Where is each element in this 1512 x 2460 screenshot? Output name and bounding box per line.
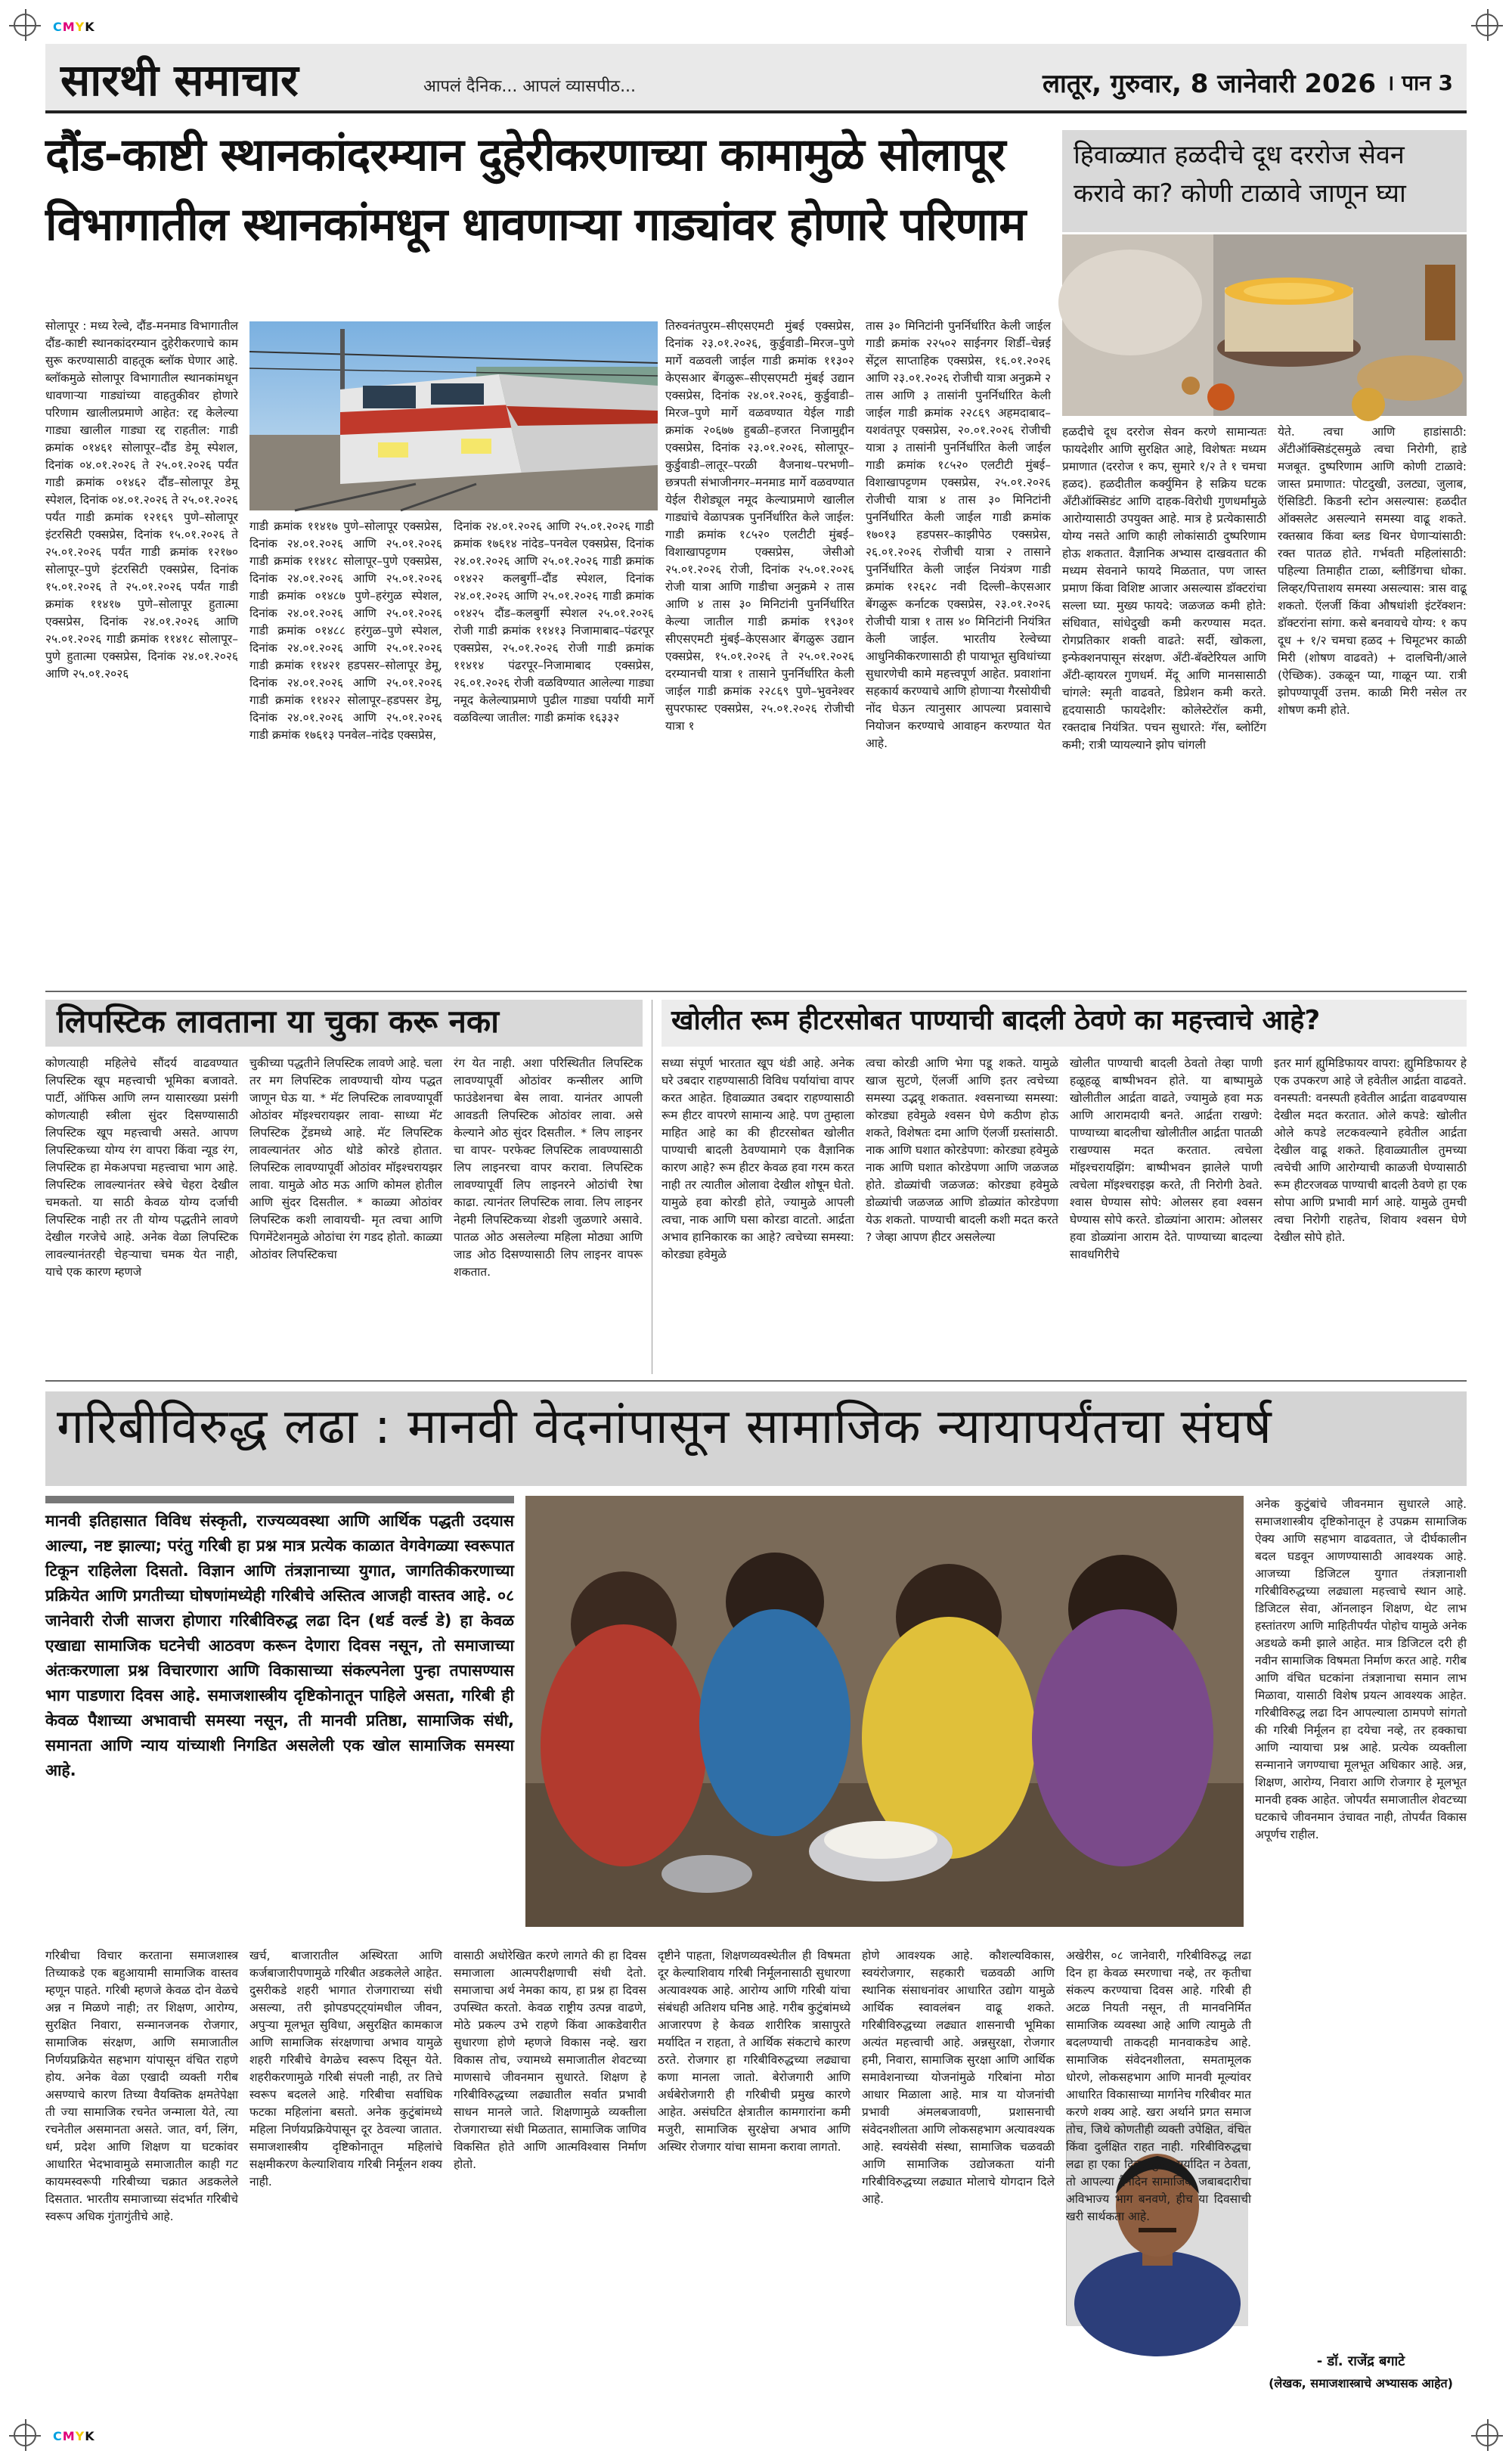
story5-side-column: अनेक कुटुंबांचे जीवनमान सुधारले आहे. समाजशास्त्रीय दृष्टिकोनातून हे उपक्रम सामाजिक ऐक्य आणि सहभाग वाढवतात, जे दीर्घकालीन बदल घडवून आणण्यासाठी आवश्यक आहे. आजच्या डिजिटल युगात तंत्रज्ञानाशी गरिबीविरुद्धच्या लढ्याला महत्त्वाचे स्थान आहे. डिजिटल सेवा, ऑनलाइन शिक्षण, थेट लाभ हस्तांतरण आणि माहितीपर्यंत पोहोच यामुळे अनेक अडथळे कमी झाले आहेत. मात्र डिजिटल दरी ही नवीन सामाजिक विषमता निर्माण करत आहे. गरीब आणि वंचित घटकांना तंत्रज्ञानाचा समान लाभ मिळावा, यासाठी विशेष प्रयत्न आवश्यक आहेत. गरिबीविरुद्ध लढा दिन आपल्याला ठामपणे सांगतो की गरिबी निर्मूलन हा दयेचा नव्हे, तर हक्काचा आणि न्यायाचा प्रश्न आहे. प्रत्येक व्यक्तीला सन्मानाने जगण्याचा मूलभूत अधिकार आहे. अन्न, शिक्षण, आरोग्य, निवारा आणि रोजगार हे मूलभूत मानवी हक्क आहेत. जोपर्यंत समाजातील शेवटच्या घटकाचे जीवनमान उंचावत नाही, तोपर्यंत विकास अपूर्णच राहील. <box>1255 1497 1467 1841</box>
story5-body-column-5: होणे आवश्यक आहे. कौशल्यविकास, स्वयंरोजगार, सहकारी चळवळी आणि स्थानिक संसाधनांवर आधारित उद्योग यामुळे आर्थिक स्वावलंबन वाढू शकते. गरिबीविरुद्धच्या लढ्यात शासनाची भूमिका अत्यंत महत्त्वाची आहे. अन्नसुरक्षा, रोजगार हमी, निवारा, सामाजिक सुरक्षा आणि आर्थिक समावेशनाच्या योजनांमुळे गरिबांना मोठा आधार मिळाला आहे. मात्र या योजनांची प्रभावी अंमलबजावणी, प्रशासनाची संवेदनशीलता आणि लोकसहभाग अत्यावश्यक आहे. स्वयंसेवी संस्था, सामाजिक चळवळी आणि सामाजिक उद्योजकता यांनी गरिबीविरुद्धच्या लढ्यात मोलाचे योगदान दिले आहे. <box>862 1949 1055 2206</box>
story4-headline: खोलीत रूम हीटरसोबत पाण्याची बादली ठेवणे का महत्त्वाचे आहे? <box>671 1005 1321 1036</box>
intro-accent-bar <box>45 1496 514 1503</box>
story4-column-4: इतर मार्ग ह्युमिडिफायर वापरा: ह्युमिडिफायर हे एक उपकरण आहे जे हवेतील आर्द्रता वाढवते. वनस्पती: वनस्पती हवेतील आर्द्रता वाढवण्यास देखील मदत करतात. ओले कपडे: खोलीत ओले कपडे लटकवल्याने हवेतील आर्द्रता देखील वाढू शकते. हिवाळ्यातील तुमच्या त्वचेची आणि आरोग्याची काळजी घेण्यासाठी रूम हीटरजवळ पाण्याची बादली ठेवणे हा एक सोपा आणि प्रभावी मार्ग आहे. यामुळे तुमची त्वचा निरोगी राहतेच, शिवाय श्वसन घेणे देखील सोपे होते. <box>1274 1056 1467 1244</box>
page-number: । पान 3 <box>1386 70 1453 95</box>
children-eating-photo <box>525 1496 1244 1927</box>
story2-column-1: हळदीचे दूध दररोज सेवन करणे सामान्यतः फायदेशीर आणि सुरक्षित आहे, विशेषतः मध्यम प्रमाणात (दररोज १ कप, सुमारे १/२ ते १ चमचा हळद). हळदीतील कर्क्युमिन हे सक्रिय घटक अँटीऑक्सिडंट आणि दाहक-विरोधी गुणधर्मांमुळे आरोग्यासाठी उपयुक्त आहे. मात्र हे प्रत्येकासाठी योग्य नसते आणि काही लोकांसाठी दुष्परिणाम होऊ शकतात. वैज्ञानिक अभ्यास दाखवतात की मध्यम सेवनाने फायदे मिळतात, पण जास्त प्रमाण किंवा विशिष्ट आजार असल्यास डॉक्टरांचा सल्ला घ्या. मुख्य फायदे: जळजळ कमी होते: संधिवात, सांधेदुखी कमी करण्यास मदत. रोगप्रतिकार शक्ती वाढते: सर्दी, खोकला, इन्फेक्शनपासून संरक्षण. अँटी-बॅक्टेरियल आणि अँटी-व्हायरल गुणधर्म. मेंदू आणि मानसासाठी चांगले: स्मृती वाढवते, डिप्रेशन कमी करते. हृदयासाठी फायदेशीर: कोलेस्टेरॉल कमी, रक्तदाब नियंत्रित. पचन सुधारते: गॅस, ब्लोटिंग कमी; रात्री प्यायल्याने झोप चांगली <box>1062 425 1266 752</box>
story3-column-1: कोणत्याही महिलेचे सौंदर्य वाढवण्यात लिपस्टिक खूप महत्त्वाची भूमिका बजावते. पार्टी, ऑफिस आणि लग्न यासारख्या प्रसंगी कोणत्याही स्त्रीला सुंदर दिसण्यासाठी लिपस्टिक खूप महत्त्वाची असते. आपण लिपस्टिकच्या योग्य रंग वापरा किंवा न्यूड रंग, लिपस्टिक हा मेकअपचा महत्त्वाचा भाग आहे. लिपस्टिक लावल्यानंतर स्त्रेचे चेहरा देखील चमकतो. या साठी केवळ योग्य दर्जाची लिपस्टिक नाही तर ती योग्य पद्धतीने लावणे देखील गरजेचे आहे. अनेक वेळा लिपस्टिक लावल्यानंतरही चेहऱ्याचा चमक येत नाही, याचे एक कारण म्हणजे <box>45 1056 238 1279</box>
story1-column-3: दिनांक २४.०१.२०२६ आणि २५.०१.२०२६ गाडी क्रमांक १७६१४ नांदेड–पनवेल एक्सप्रेस, दिनांक २४.०१.२०२६ आणि २५.०१.२०२६ गाडी क्रमांक ०१४२२ कलबुर्गी–दौंड स्पेशल, दिनांक २४.०१.२०२६ आणि २५.०१.२०२६ गाडी क्रमांक ०१४२५ दौंड–कलबुर्गी स्पेशल २५.०१.२०२६ रोजी गाडी क्रमांक ११४१३ निजामाबाद–पंढरपूर एक्सप्रेस, २५.०१.२०२६ रोजी गाडी क्रमांक ११४१४ पंढरपूर–निजामाबाद एक्सप्रेस, २६.०१.२०२६ रोजी वळविण्यात आलेल्या गाड्या नमूद केलेल्याप्रमाणे पुढील गाड्या पर्यायी मार्गे वळविल्या जातील: गाडी क्रमांक १६३३२ <box>454 520 654 724</box>
author-name: - डॉ. राजेंद्र बगाटे <box>1316 2353 1405 2369</box>
cmyk-mark: CMYK <box>53 20 95 34</box>
registration-mark <box>14 14 36 36</box>
section-divider <box>45 1380 1467 1382</box>
story5-intro: मानवी इतिहासात विविध संस्कृती, राज्यव्यवस्था आणि आर्थिक पद्धती उदयास आल्या, नष्ट झाल्या; परंतु गरिबी हा प्रश्न मात्र प्रत्येक काळात वेगवेगळ्या स्वरूपात टिकून राहिलेला दिसतो. विज्ञान आणि तंत्रज्ञानाच्या युगात, जागतिकीकरणाच्या प्रक्रियेत आणि प्रगतीच्या घोषणांमध्येही गरिबीचे अस्तित्व आजही वास्तव आहे. ०८ जानेवारी रोजी साजरा होणारा गरिबीविरुद्ध लढा दिन (थर्ड वर्ल्ड डे) हा केवळ एखाद्या सामाजिक घटनेची आठवण करून देणारा दिवस नसून, तो समाजाच्या अंतःकरणाला प्रश्न विचारणारा आणि विकासाच्या संकल्पनेला पुन्हा तपासण्यास भाग पाडणारा दिवस आहे. समाजशास्त्रीय दृष्टिकोनातून पाहिले असता, गरिबी ही केवळ पैशाच्या अभावाची समस्या नसून, ती मानवी प्रतिष्ठा, सामाजिक संधी, समानता आणि न्याय यांच्याशी निगडित असलेली एक खोल सामाजिक समस्या आहे. <box>45 1512 514 1779</box>
story1-column-4: तिरुवनंतपुरम–सीएसएमटी मुंबई एक्सप्रेस, दिनांक २३.०१.२०२६, कुर्डुवाडी–मिरज–पुणे मार्गे वळवली जाईल गाडी क्रमांक ११३०२ केएसआर बेंगळुरू–सीएसएमटी मुंबई उद्यान एक्सप्रेस, दिनांक २४.०१.२०२६, कुर्डुवाडी–मिरज–पुणे मार्गे वळवण्यात येईल गाडी क्रमांक २०६७७ हुबळी–हजरत निजामुद्दीन एक्सप्रेस, दिनांक २३.०१.२०२६, सोलापूर–कुर्डुवाडी–लातूर–परळी वैजनाथ–परभणी–छत्रपती संभाजीनगर–मनमाड मार्गे वळवण्यात येईल रीशेड्यूल नमूद केल्याप्रमाणे खालील गाड्यांचे वेळापत्रक पुनर्निर्धारित केले जाईल: गाडी क्रमांक १८५२० एलटीटी मुंबई–विशाखापट्टणम एक्सप्रेस, जेसीओ २५.०१.२०२६ रोजी, दिनांक २५.०१.२०२६ रोजी यात्रा आणि गाडीचा अनुक्रमे २ तास आणि ४ तास ३० मिनिटांनी पुनर्निर्धारित केल्या जातील गाडी क्रमांक १९३०१ सीएसएमटी मुंबई–केएसआर बेंगळुरू उद्यान एक्सप्रेस, १५.०१.२०२६ ते २५.०१.२०२६ दरम्यानची यात्रा १ तासाने पुनर्निर्धारित केली जाईल गाडी क्रमांक २२८६९ पुणे–भुवनेश्वर सुपरफास्ट एक्सप्रेस, २५.०१.२०२६ रोजीची यात्रा १ <box>665 319 854 733</box>
section-divider <box>45 991 1467 992</box>
story3-column-2: चुकीच्या पद्धतीने लिपस्टिक लावणे आहे. चला तर मग लिपस्टिक लावण्याची योग्य पद्धत जाणून घेऊ या. * मॅट लिपस्टिक लावण्यापूर्वी ओठांवर मॉइश्चरायझर लावा- साध्या मॅट लिपस्टिक ट्रेंडमध्ये आहे. मॅट लिपस्टिक लावल्यानंतर ओठ थोडे कोरडे होतात. लिपस्टिक लावण्यापूर्वी ओठांवर मॉइश्चरायझर लावा. यामुळे ओठ मऊ आणि कोमल होतील आणि सुंदर दिसतील. * काळ्या ओठांवर लिपस्टिक कशी लावायची- मृत त्वचा आणि पिगमेंटेशनमुळे ओठांचा रंग गडद होतो. काळ्या ओठांवर लिपस्टिकचा <box>249 1056 442 1261</box>
story3-headline: लिपस्टिक लावताना या चुका करू नका <box>57 1003 500 1040</box>
story4-column-3: खोलीत पाण्याची बादली ठेवतो तेव्हा पाणी हळूहळू बाष्पीभवन होते. या बाष्पामुळे खोलीतील आर्द्रता वाढते, ज्यामुळे हवा मऊ आणि आरामदायी बनते. आर्द्रता राखणे: पाण्याच्या बादलीचा खोलीतील आर्द्रता पातळी राखण्यास मदत करतात. त्वचेला मॉइश्चरायझिंग: बाष्पीभवन झालेले पाणी त्वचेला मॉइश्चराइझ करते, ती निरोगी ठेवते. श्वास घेण्यास सोपे: ओलसर हवा श्वसन घेण्यास सोपे करते. डोळ्यांना आराम: ओलसर हवा डोळ्यांना आराम देते. पाण्याच्या बादल्या सावधगिरीचे <box>1070 1056 1263 1261</box>
story5-headline: गरिबीविरुद्ध लढा : मानवी वेदनांपासून सामाजिक न्यायापर्यंतचा संघर्ष <box>57 1399 1272 1455</box>
story1-column-1: सोलापूर : मध्य रेल्वे, दौंड-मनमाड विभागातील दौंड-काष्टी स्थानकांदरम्यान दुहेरीकरणाचे काम सुरू करण्यासाठी वाहतूक ब्लॉक घेणार आहे. ब्लॉकमुळे सोलापूर विभागातील स्थानकांमधून धावणाऱ्या गाड्यांच्या वाहतुकीवर होणारे परिणाम खालीलप्रमाणे आहेत: रद्द केलेल्या गाड्या खालील गाड्या रद्द राहतील: गाडी क्रमांक ०१४६१ सोलापूर–दौंड डेमू स्पेशल, दिनांक ०४.०१.२०२६ ते २५.०१.२०२६ पर्यंत गाडी क्रमांक ०१४६२ दौंड–सोलापूर डेमू स्पेशल, दिनांक ०४.०१.२०२६ ते २५.०१.२०२६ पर्यंत गाडी क्रमांक १२१६९ पुणे–सोलापूर इंटरसिटी एक्सप्रेस, दिनांक १५.०१.२०२६ ते २५.०१.२०२६ पर्यंत गाडी क्रमांक १२१७० सोलापूर–पुणे इंटरसिटी एक्सप्रेस, दिनांक १५.०१.२०२६ ते २५.०१.२०२६ पर्यंत गाडी क्रमांक ११४१७ पुणे–सोलापूर हुतात्मा एक्सप्रेस, दिनांक २४.०१.२०२६ आणि २५.०१.२०२६ गाडी क्रमांक ११४१८ सोलापूर–पुणे हुतात्मा एक्सप्रेस, दिनांक २४.०१.२०२६ आणि २५.०१.२०२६ <box>45 319 238 681</box>
masthead <box>45 44 1467 113</box>
story5-body-column-6: अखेरीस, ०८ जानेवारी, गरिबीविरुद्ध लढा दिन हा केवळ स्मरणाचा नव्हे, तर कृतीचा संकल्प करण्याचा दिवस आहे. गरिबी ही अटळ नियती नसून, ती मानवनिर्मित सामाजिक व्यवस्था आहे आणि त्यामुळे ती बदलण्याची ताकदही मानवाकडेच आहे. सामाजिक संवेदनशीलता, समतामूलक धोरणे, लोकसहभाग आणि मानवी मूल्यांवर आधारित विकासाच्या मार्गानेच गरिबीवर मात करणे शक्य आहे. खरा अर्थाने प्रगत समाज तोच, जिथे कोणतीही व्यक्ती उपेक्षित, वंचित किंवा दुर्लक्षित राहत नाही. गरिबीविरुद्धचा लढा हा एका दिवसापुरता मर्यादित न ठेवता, तो आपल्या दैनंदिन सामाजिक जबाबदारीचा अविभाज्य भाग बनवणे, हीच या दिवसाची खरी सार्थकता आहे. <box>1066 1949 1251 2223</box>
story3-column-3: रंग येत नाही. अशा परिस्थितीत लिपस्टिक लावण्यापूर्वी ओठांवर कन्सीलर आणि फाउंडेशनचा बेस लावा. यानंतर आपली आवडती लिपस्टिक ओठांवर लावा. असे केल्याने ओठ सुंदर दिसतील. * लिप लाइनर चा वापर- परफेक्ट लिपस्टिक लावण्यासाठी लिप लाइनरचा वापर करावा. लिपस्टिक लावण्यापूर्वी लिप लाइनरने ओठांची रेषा काढा. त्यानंतर लिपस्टिक लावा. लिप लाइनर नेहमी लिपस्टिकच्या शेडशी जुळणारे असावे. पातळ ओठ असलेल्या महिला मोठ्या आणि जाड ओठ दिसण्यासाठी लिप लाइनर वापरू शकतात. <box>454 1056 643 1279</box>
newspaper-tagline: आपलं दैनिक... आपलं व्यासपीठ... <box>423 77 637 96</box>
registration-mark <box>1476 14 1498 36</box>
story2-headline: हिवाळ्यात हळदीचे दूध दररोज सेवन करावे का? कोणी टाळावे जाणून घ्या <box>1074 140 1406 209</box>
story5-body-column-4: दृष्टीने पाहता, शिक्षणव्यवस्थेतील ही विषमता दूर केल्याशिवाय गरिबी निर्मूलनासाठी सुधारणा अत्यावश्यक आहे. आरोग्य आणि गरिबी यांचा संबंधही अतिशय घनिष्ठ आहे. गरीब कुटुंबांमध्ये आजारपण हे केवळ शारीरिक त्रासापुरते मर्यादित न राहता, ते आर्थिक संकटाचे कारण ठरते. रोजगार हा गरिबीविरुद्धच्या लढ्याचा कणा मानला जातो. बेरोजगारी आणि अर्धबेरोजगारी ही गरिबीची प्रमुख कारणे आहेत. असंघटित क्षेत्रातील कामगारांना कमी मजुरी, सामाजिक सुरक्षेचा अभाव आणि अस्थिर रोजगार यांचा सामना करावा लागतो. <box>658 1949 850 2154</box>
story2-column-2: येते. त्वचा आणि हाडांसाठी: अँटीऑक्सिडंट्समुळे त्वचा निरोगी, हाडे मजबूत. दुष्परिणाम आणि कोणी टाळावे: जास्त प्रमाणात: पोटदुखी, उलट्या, जुलाब, ऍसिडिटी. किडनी स्टोन असल्यास: हळदीत ऑक्सलेट असल्याने समस्या वाढू शकते. रक्तस्राव किंवा ब्लड थिनर घेणाऱ्यांसाठी: रक्त पातळ होते. गर्भवती महिलांसाठी: पहिल्या तिमाहीत टाळा, ब्लीडिंगचा धोका. लिव्हर/पित्ताशय समस्या असल्यास: त्रास वाढू शकतो. ऍलर्जी किंवा औषधांशी इंटरॅक्शन: डॉक्टरांना सांगा. कसे बनवायचे योग्य: १ कप दूध + १/२ चमचा हळद + चिमूटभर काळी मिरी (शोषण वाढवते) + दालचिनी/आले (ऐच्छिक). उकळून प्या, गाळून प्या. रात्री झोपण्यापूर्वी उत्तम. काळी मिरी नसेल तर शोषण कमी होते. <box>1278 425 1467 717</box>
story1-column-5: तास ३० मिनिटांनी पुनर्निर्धारित केली जाईल गाडी क्रमांक २२५०२ साईनगर शिर्डी–चेन्नई सेंट्रल साप्ताहिक एक्सप्रेस, १६.०१.२०२६ आणि २३.०१.२०२६ रोजीची यात्रा अनुक्रमे २ तास आणि ३ तासांनी पुनर्निर्धारित केली जाईल गाडी क्रमांक २२८६९ अहमदाबाद–यशवंतपूर एक्सप्रेस, २०.०१.२०२६ रोजीची यात्रा ३ तासांनी पुनर्निर्धारित केली जाईल गाडी क्रमांक १८५२० एलटीटी मुंबई–विशाखापट्टणम एक्सप्रेस, २५.०१.२०२६ रोजीची यात्रा ४ तास ३० मिनिटांनी पुनर्निर्धारित केली जाईल गाडी क्रमांक १७०१३ हडपसर–काझीपेठ एक्सप्रेस, २६.०१.२०२६ रोजीची यात्रा २ तासाने पुनर्निर्धारित केली जाईल नियंत्रण गाडी क्रमांक १२६२८ नवी दिल्ली–केएसआर बेंगळुरू कर्नाटक एक्सप्रेस, २३.०१.२०२६ रोजीची यात्रा १ तास ४० मिनिटांनी नियंत्रित केली जाईल. भारतीय रेल्वेच्या आधुनिकीकरणासाठी ही पायाभूत सुविधांच्या सुधारणेची कामे महत्त्वपूर्ण आहेत. प्रवाशांना सहकार्य करण्याचे आणि होणाऱ्या गैरसोयीची नोंद घेऊन त्यानुसार आपल्या प्रवासाचे नियोजन करण्याचे आवाहन करण्यात येत आहे. <box>866 319 1052 750</box>
newspaper-title: सारथी समाचार <box>60 54 299 106</box>
story1-headline-line1: दौंड-काष्टी स्थानकांदरम्यान दुहेरीकरणाच्या कामामुळे सोलापूर <box>45 129 1005 181</box>
cmyk-mark: CMYK <box>53 2429 95 2443</box>
registration-mark <box>1476 2424 1498 2446</box>
registration-mark <box>14 2424 36 2446</box>
story4-column-2: त्वचा कोरडी आणि भेगा पडू शकते. यामुळे खाज सुटणे, ऍलर्जी आणि इतर त्वचेच्या समस्या उद्भवू शकतात. श्वसनाच्या समस्या: कोरड्या हवेमुळे श्वसन घेणे कठीण होऊ शकते, विशेषतः दमा आणि ऍलर्जी ग्रस्तांसाठी. नाक आणि घशात कोरडेपणा: कोरड्या हवेमुळे नाक आणि घशात कोरडेपणा आणि जळजळ होते. डोळ्यांची जळजळ: कोरड्या हवेमुळे डोळ्यांची जळजळ आणि डोळ्यांत कोरडेपणा येऊ शकतो. पाण्याची बादली कशी मदत करते ? जेव्हा आपण हीटर असलेल्या <box>866 1056 1058 1244</box>
story4-column-1: सध्या संपूर्ण भारतात खूप थंडी आहे. अनेक घरे उबदार राहण्यासाठी विविध पर्यायांचा वापर करत आहेत. हिवाळ्यात उबदार राहण्यासाठी रूम हीटर वापरणे सामान्य आहे. पण तुम्हाला माहित आहे का की हीटरसोबत खोलीत पाण्याची बादली ठेवण्यामागे एक वैज्ञानिक कारण आहे? रूम हीटर केवळ हवा गरम करत नाही तर त्यातील ओलावा देखील शोषून घेतो. यामुळे हवा कोरडी होते, ज्यामुळे आपली त्वचा, नाक आणि घसा कोरडा वाटतो. आर्द्रता अभाव हानिकारक का आहे? त्वचेच्या समस्या: कोरड्या हवेमुळे <box>662 1056 854 1261</box>
train-photo <box>249 321 658 510</box>
story1-headline-line2: विभागातील स्थानकांमधून धावणाऱ्या गाड्यांवर होणारे परिणाम <box>45 198 1026 251</box>
author-note: (लेखक, समाजशास्त्राचे अभ्यासक आहेत) <box>1269 2376 1453 2390</box>
story5-body-column-1: गरिबीचा विचार करताना समाजशास्त्र तिच्याकडे एक बहुआयामी सामाजिक वास्तव म्हणून पाहते. गरिबी म्हणजे केवळ दोन वेळचे अन्न न मिळणे नाही; तर शिक्षण, आरोग्य, सुरक्षित निवारा, सन्मानजनक रोजगार, सामाजिक संरक्षण, आणि समाजातील निर्णयप्रक्रियेत सहभाग यांपासून वंचित राहणे होय. अनेक वेळा एखादी व्यक्ती गरीब असण्याचे कारण तिच्या वैयक्तिक क्षमतेपेक्षा ती ज्या सामाजिक रचनेत जन्माला येते, त्या रचनेतील असमानता असते. जात, वर्ग, लिंग, धर्म, प्रदेश आणि शिक्षण या घटकांवर आधारित भेदभावामुळे समाजातील काही गट कायमस्वरूपी गरिबीच्या चक्रात अडकलेले दिसतात. भारतीय समाजाच्या संदर्भात गरिबीचे स्वरूप अधिक गुंतागुंतीचे आहे. <box>45 1949 238 2223</box>
dateline: लातूर, गुरुवार, 8 जानेवारी 2026 <box>1042 69 1376 99</box>
story5-body-column-3: वासाठी अधोरेखित करणे लागते की हा दिवस समाजाला आत्मपरीक्षणाची संधी देतो. समाजाचा अर्थ नेमका काय, हा प्रश्न हा दिवस उपस्थित करतो. केवळ राष्ट्रीय उत्पन्न वाढणे, मोठे प्रकल्प उभे राहणे किंवा आकडेवारीत सुधारणा होणे म्हणजे विकास नव्हे. खरा विकास तोच, ज्यामध्ये समाजातील शेवटच्या माणसाचे जीवनमान सुधारते. शिक्षण हे गरिबीविरुद्धच्या लढ्यातील सर्वात प्रभावी साधन मानले जाते. शिक्षणामुळे व्यक्तीला रोजगाराच्या संधी मिळतात, सामाजिक जाणिव विकसित होते आणि आत्मविश्वास निर्माण होतो. <box>454 1949 646 2171</box>
story5-body-column-2: खर्च, बाजारातील अस्थिरता आणि कर्जबाजारीपणामुळे गरिबीत अडकलेले आहेत. दुसरीकडे शहरी भागात रोजगाराच्या संधी असल्या, तरी झोपडपट्ट्यांमधील जीवन, अपुऱ्या मूलभूत सुविधा, असुरक्षित कामकाज आणि सामाजिक संरक्षणाचा अभाव यामुळे शहरी गरिबीचे वेगळेच स्वरूप दिसून येते. शहरीकरणामुळे गरिबी संपली नाही, तर तिचे स्वरूप बदलले आहे. गरिबीचा सर्वाधिक फटका महिलांना बसतो. अनेक कुटुंबांमध्ये महिला निर्णयप्रक्रियेपासून दूर ठेवल्या जातात. समाजशास्त्रीय दृष्टिकोनातून महिलांचे सक्षमीकरण केल्याशिवाय गरिबी निर्मूलन शक्य नाही. <box>249 1949 442 2189</box>
story1-column-2: गाडी क्रमांक ११४१७ पुणे–सोलापूर एक्सप्रेस, दिनांक २४.०१.२०२६ आणि २५.०१.२०२६ गाडी क्रमांक ११४१८ सोलापूर–पुणे एक्सप्रेस, दिनांक २४.०१.२०२६ आणि २५.०१.२०२६ गाडी क्रमांक ०१४८७ पुणे–हरंगुळ स्पेशल, दिनांक २४.०१.२०२६ आणि २५.०१.२०२६ गाडी क्रमांक ०१४८८ हरंगुळ–पुणे स्पेशल, दिनांक २४.०१.२०२६ आणि २५.०१.२०२६ गाडी क्रमांक ११४२१ हडपसर–सोलापूर डेमू, दिनांक २४.०१.२०२६ आणि २५.०१.२०२६ गाडी क्रमांक ११४२२ सोलापूर–हडपसर डेमू, दिनांक २४.०१.२०२६ आणि २५.०१.२०२६ गाडी क्रमांक १७६१३ पनवेल–नांदेड एक्सप्रेस, <box>249 520 442 742</box>
turmeric-milk-photo <box>1062 234 1467 416</box>
